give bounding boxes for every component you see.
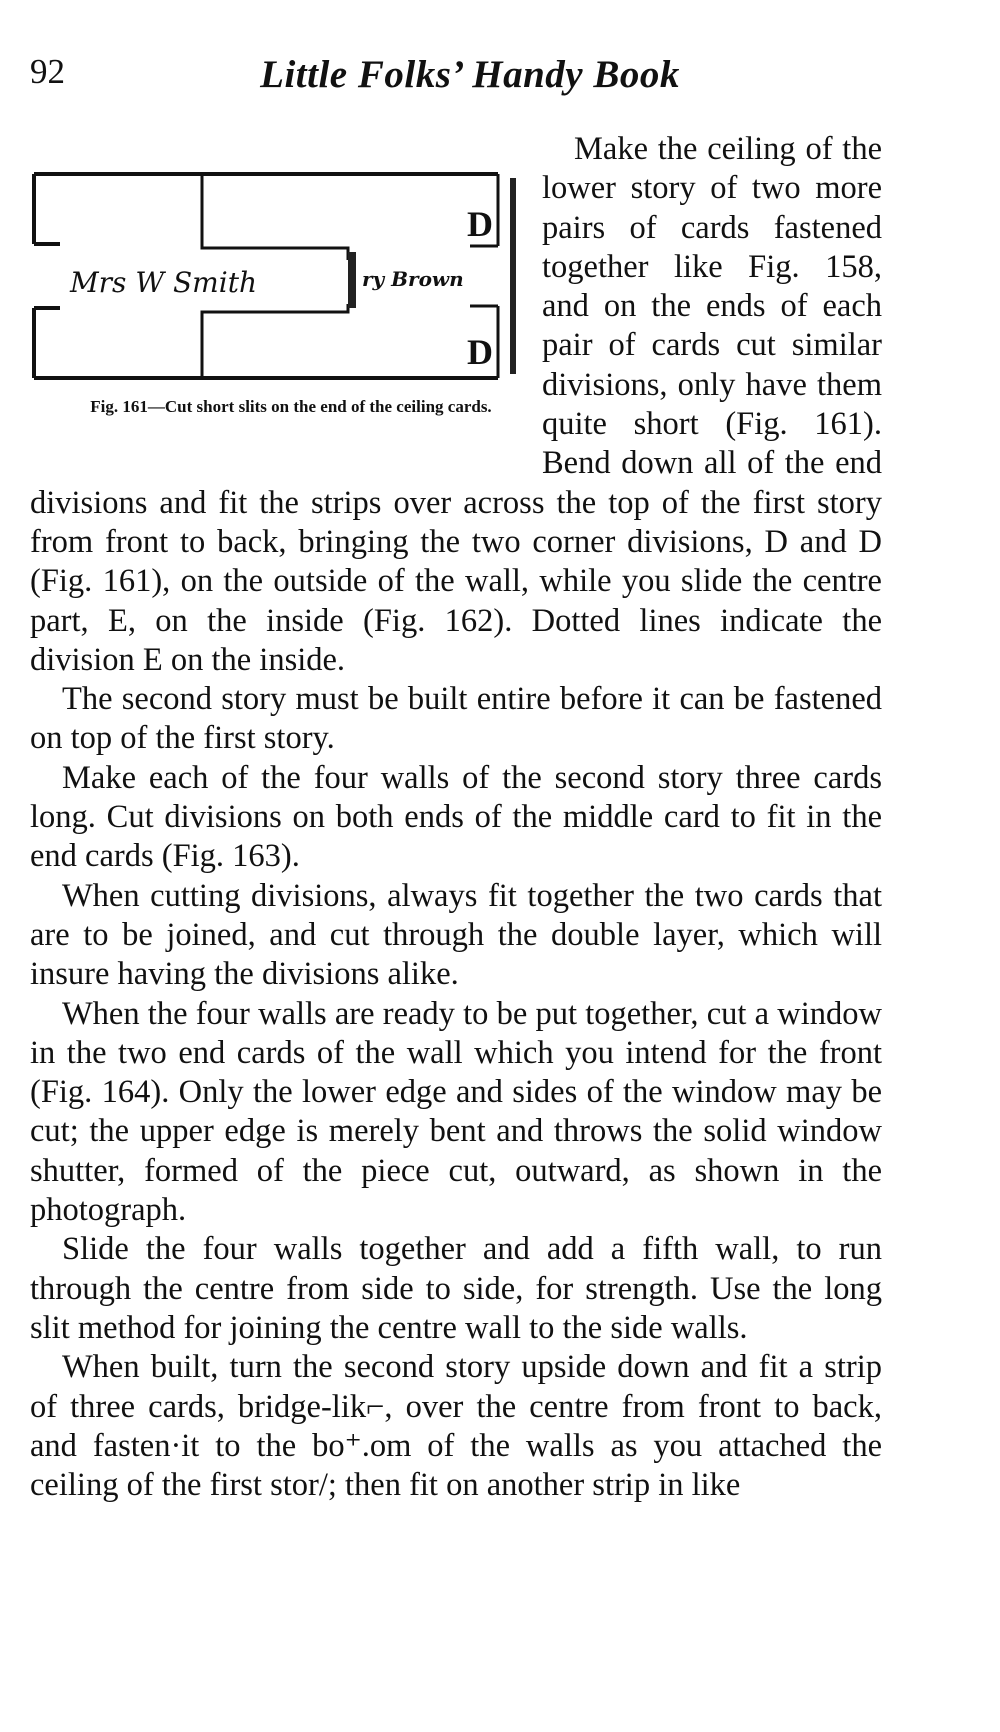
paragraph-2: The second story must be built entire before it can be fastened on top of the first story. bbox=[30, 681, 882, 757]
page-body bbox=[30, 130, 882, 1505]
paragraph-1-text: Make the ceiling of the lower story of two more pairs of cards fastened together like Fig. 158, and on the ends of each pair of cards cut similar divisions, only have them quite short (Fig. 161). Bend down all of the end divisions and fit the strips over across the top of the first story from front to back, bringing the two corner divisions, D and D (Fig. 161), on the outside of the wall, while you slide the centre part, E, on the inside (Fig. 162). Dotted lines indicate the division E on the inside. bbox=[30, 131, 882, 678]
paragraph-3: Make each of the four walls of the second story three cards long. Cut divisions on both ends of the middle card to fit in the end cards (Fig. 163). bbox=[30, 759, 882, 875]
page-number: 92 bbox=[30, 52, 65, 91]
running-header bbox=[30, 52, 910, 102]
paragraph-7: When built, turn the second story upside down and fit a strip of three cards, bridge-lik⌐, over the centre from front to back, and fasten·it to the bo⁺.om of the walls as you attached the ceiling of the first stor/; then fit on another strip in like bbox=[30, 1349, 882, 1504]
figure-161 bbox=[30, 136, 520, 481]
paragraph-6: Slide the four walls together and add a fifth wall, to run through the centre from side to side, for strength. Use the long slit method for joining the centre wall to the side walls. bbox=[30, 1231, 882, 1346]
card-division-diagram bbox=[30, 136, 520, 396]
figure-caption: Fig. 161—Cut short slits on the end of the ceiling cards. bbox=[90, 397, 492, 416]
paragraph-5: When the four walls are ready to be put together, cut a window in the two end cards of the wall which you intend for the front (Fig. 164). Only the lower edge and sides of the window may be cut; the upper edge is merely bent and throws the solid window shutter, formed of the piece cut, outward, as shown in the photograph. bbox=[30, 995, 882, 1229]
division-label-bottom: D bbox=[467, 332, 493, 372]
handwritten-name-left: Mrs W Smith bbox=[70, 266, 257, 299]
division-label-top: D bbox=[467, 204, 493, 244]
paragraph-1 bbox=[30, 130, 882, 680]
paragraph-4: When cutting divisions, always fit together the two cards that are to be joined, and cut through the double layer, which will insure having the divisions alike. bbox=[30, 877, 882, 993]
running-title: Little Folks’ Handy Book bbox=[260, 53, 680, 96]
handwritten-name-right: ry Brown bbox=[362, 267, 464, 291]
